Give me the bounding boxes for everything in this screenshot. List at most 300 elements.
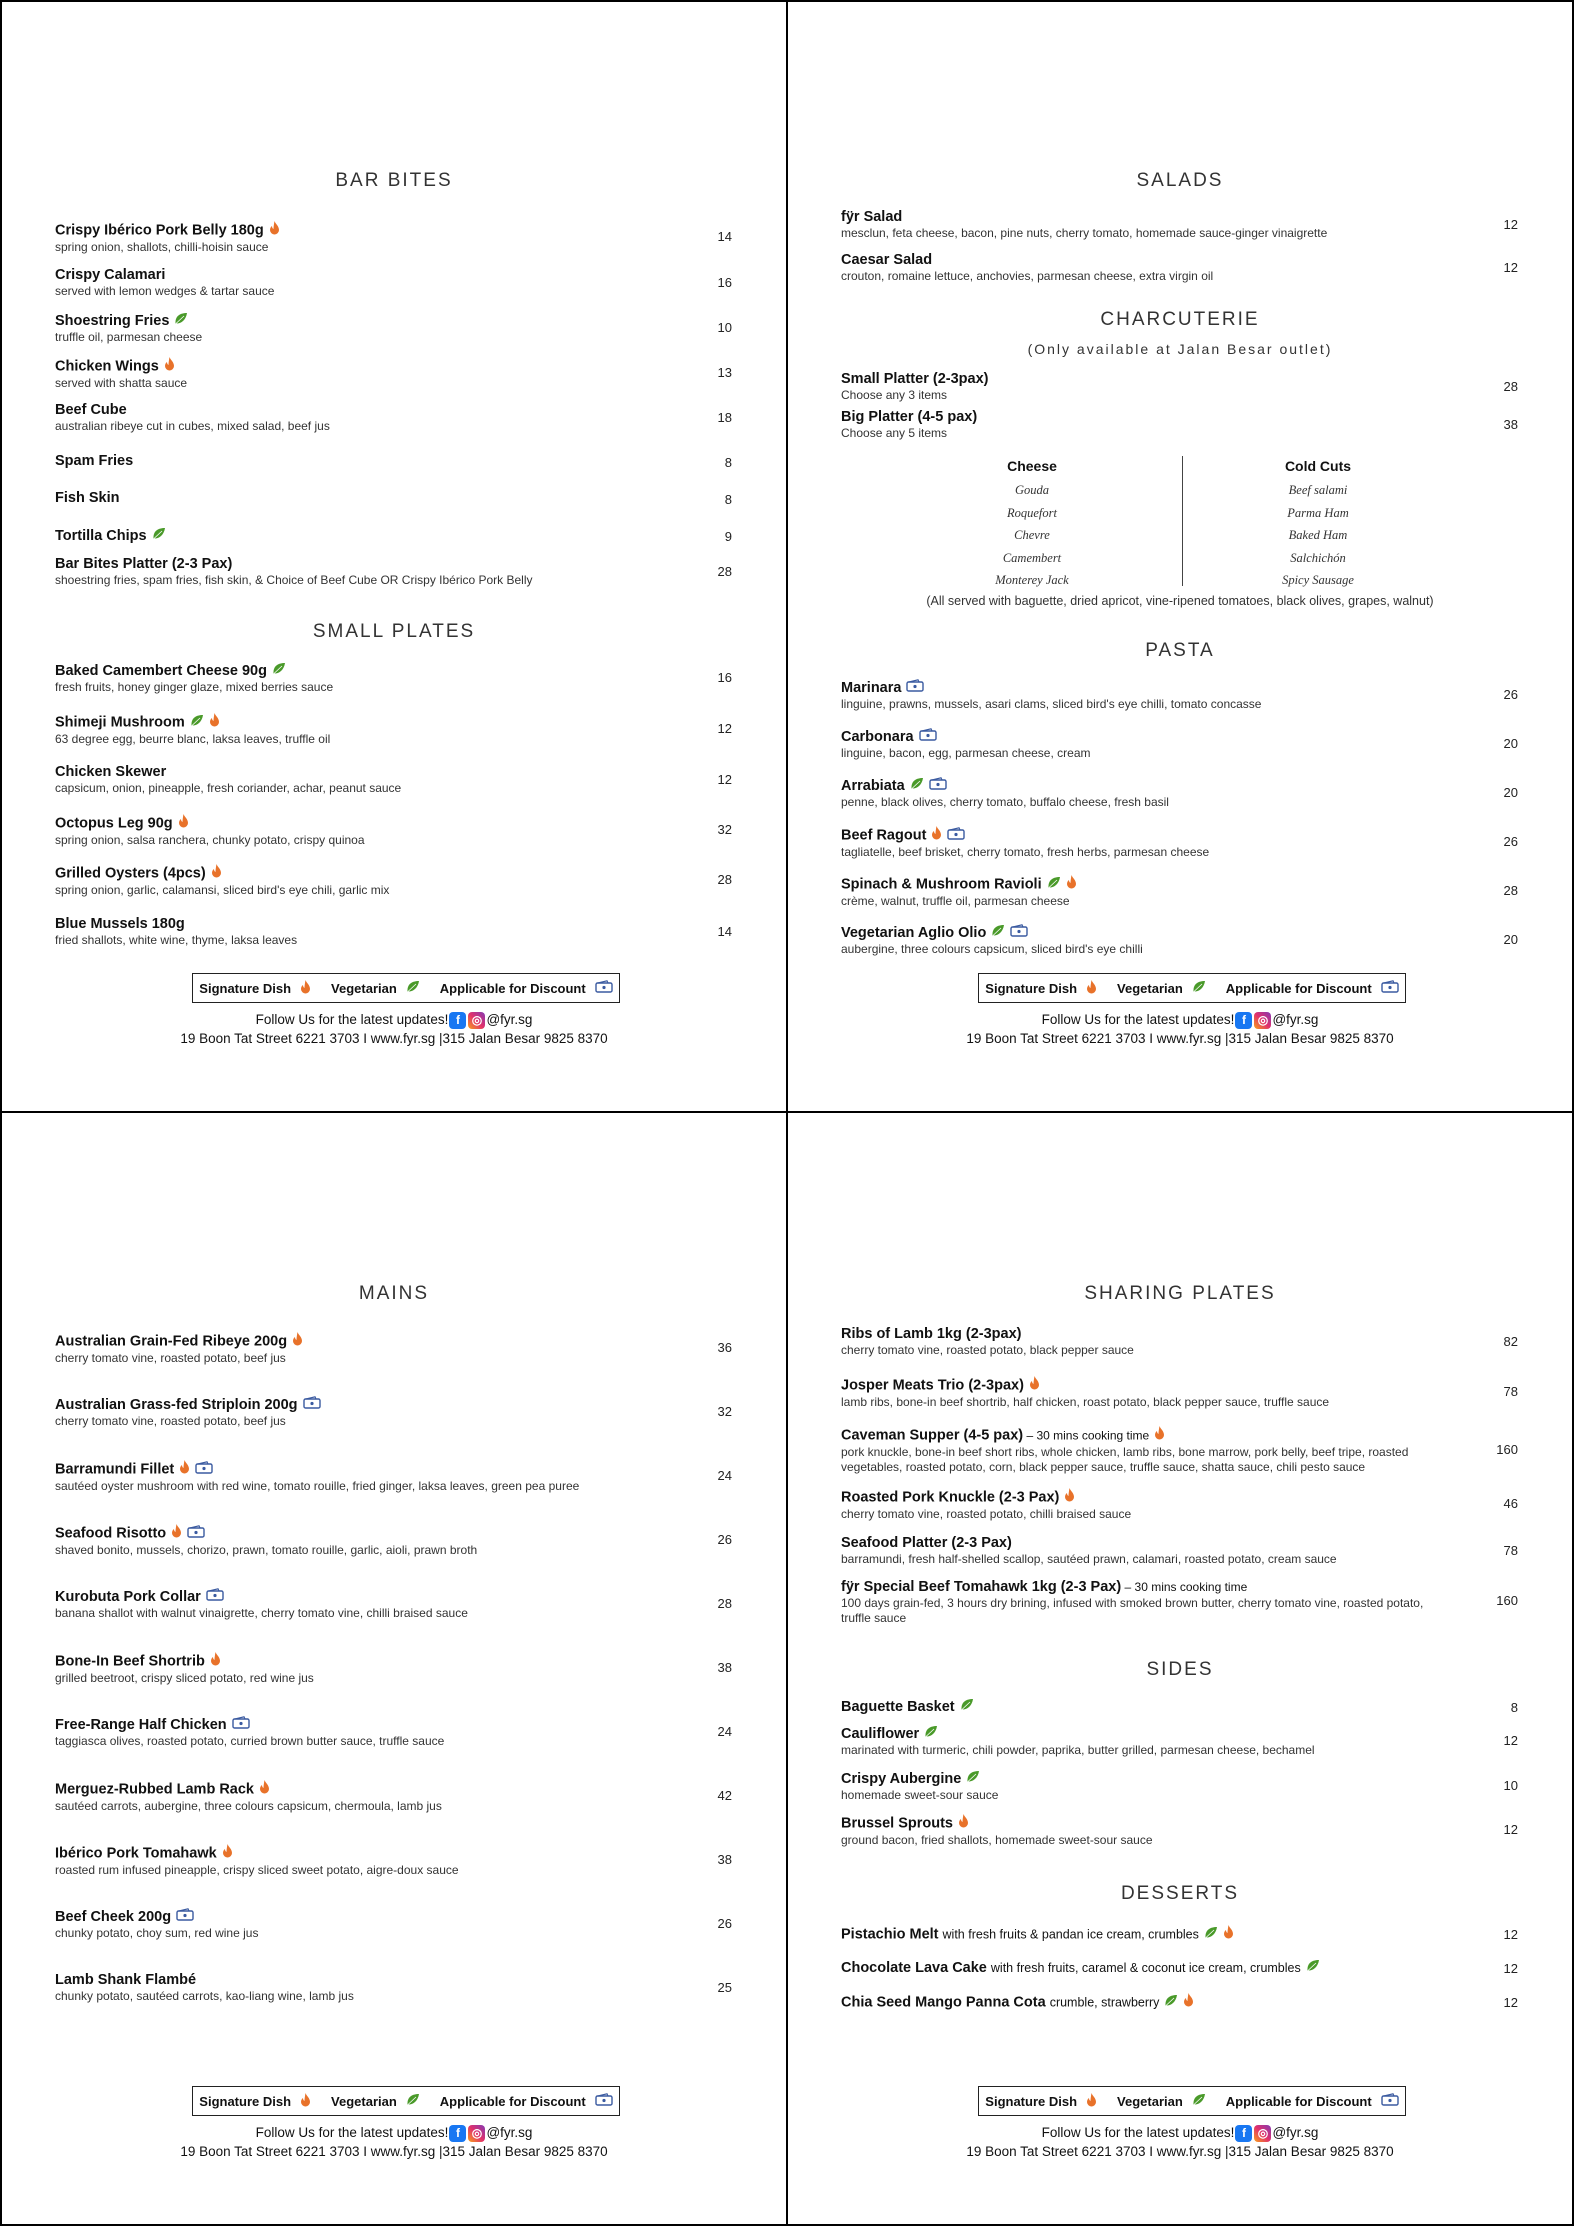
item-description: cherry tomato vine, roasted potato, chilli braised sauce [841,1507,1132,1521]
item-description: banana shallot with walnut vinaigrette, cherry tomato vine, chilli braised sauce [55,1606,468,1620]
item-name: Tortilla Chips [55,527,147,544]
section-title-desserts: DESSERTS [1120,1883,1240,1904]
fire-icon [300,2093,311,2110]
leaf-icon [174,312,188,330]
address-text: 19 Boon Tat Street 6221 3703 I www.fyr.sg |315 Jalan Besar 9825 8370 [180,1031,608,1046]
cold-cut-item: Beef salami [1288,483,1348,497]
discount-ticket-icon [919,728,937,746]
item-name: Pistachio Melt [841,1926,939,1943]
item-description: cherry tomato vine, roasted potato, beef jus [55,1351,286,1365]
menu-item [841,1993,1521,2012]
menu-item [841,1376,1521,1410]
item-price: 14 [717,924,732,939]
item-name: Seafood Risotto [55,1525,167,1542]
fire-icon [209,713,220,732]
section-title-charcuterie: CHARCUTERIE [1100,309,1260,330]
item-price: 38 [1503,417,1518,432]
menu-item [55,662,735,695]
item-name: Octopus Leg 90g [55,815,173,832]
menu-item [841,826,1521,860]
menu-item [841,1725,1521,1758]
menu-item [55,490,735,507]
menu-item [841,1770,1521,1803]
menu-item [841,1426,1521,1475]
address-line [2,1031,786,1046]
leaf-icon [1047,876,1061,894]
item-name: Caesar Salad [841,252,933,268]
item-name: Carbonara [841,728,914,745]
address-text: 19 Boon Tat Street 6221 3703 I www.fyr.sg |315 Jalan Besar 9825 8370 [966,2144,1394,2159]
fire-icon [1029,1376,1040,1395]
follow-text: Follow Us for the latest updates! [1041,2125,1235,2141]
legend-box [978,2086,1406,2116]
menu-item [841,1488,1521,1522]
menu-item [55,1972,735,2004]
item-description: homemade sweet-sour sauce [841,1788,999,1802]
menu-item [841,1814,1521,1848]
follow-line [788,2125,1572,2142]
item-price: 12 [1503,1961,1518,1976]
item-price: 10 [1503,1778,1518,1793]
item-name: Chicken Wings [55,358,159,375]
social-handle[interactable]: @fyr.sg [486,1012,533,1028]
item-description: spring onion, salsa ranchera, chunky potato, crispy quinoa [55,833,365,847]
item-description: penne, black olives, cherry tomato, buffalo cheese, fresh basil [841,795,1169,809]
item-description: spring onion, garlic, calamansi, sliced bird's eye chili, garlic mix [55,883,390,897]
leaf-icon [991,924,1005,942]
legend-discount: Applicable for Discount [439,2093,586,2109]
item-description: chunky potato, choy sum, red wine jus [55,1926,259,1940]
item-description: Choose any 3 items [841,388,948,402]
menu-item [55,357,735,391]
item-price: 38 [717,1852,732,1867]
leaf-icon [966,1770,980,1788]
item-price: 25 [717,1980,732,1995]
item-price: 12 [717,721,732,736]
item-price: 12 [1503,1995,1518,2010]
facebook-icon[interactable]: f [449,1012,466,1029]
menu-item [55,556,735,588]
item-price: 18 [717,410,732,425]
item-price: 24 [717,1724,732,1739]
item-description: lamb ribs, bone-in beef shortrib, half chicken, roast potato, black pepper sauce, truffle sauce [841,1395,1330,1409]
item-description: tagliatelle, beef brisket, cherry tomato, fresh herbs, parmesan cheese [841,845,1210,859]
item-inline-desc: with fresh fruits, caramel & coconut ice cream, crumbles [990,1960,1301,1975]
item-description: Choose any 5 items [841,426,948,440]
social-handle[interactable]: @fyr.sg [1272,1012,1319,1028]
discount-ticket-icon [595,2093,613,2109]
fire-icon [1183,1993,1194,2012]
legend-vegetarian: Vegetarian [1117,2093,1183,2109]
legend-vegetarian: Vegetarian [331,980,397,996]
item-description: aubergine, three colours capsicum, sliced bird's eye chilli [841,942,1143,956]
cheese-item: Gouda [1014,483,1050,497]
item-name: Roasted Pork Knuckle (2-3 Pax) [841,1489,1060,1506]
menu-item [55,713,735,747]
menu-item [55,764,735,796]
follow-text: Follow Us for the latest updates! [255,1012,449,1028]
item-description: linguine, bacon, egg, parmesan cheese, cream [841,746,1091,760]
item-price: 38 [717,1660,732,1675]
item-name: Shimeji Mushroom [55,714,185,731]
item-price: 20 [1503,785,1518,800]
address-text: 19 Boon Tat Street 6221 3703 I www.fyr.sg |315 Jalan Besar 9825 8370 [180,2144,608,2159]
fire-icon [171,1524,182,1543]
leaf-icon [1192,980,1206,996]
item-price: 160 [1496,1442,1518,1457]
fire-icon [222,1844,233,1863]
cheese-column [932,458,1132,592]
instagram-icon[interactable]: ◎ [1254,2125,1271,2142]
item-inline-desc: with fresh fruits & pandan ice cream, crumbles [942,1927,1199,1942]
instagram-icon[interactable]: ◎ [468,2125,485,2142]
menu-item [55,527,735,545]
item-price: 28 [717,1596,732,1611]
item-name: Chocolate Lava Cake [841,1959,987,1976]
follow-line [788,1012,1572,1029]
item-name: Bone-In Beef Shortrib [55,1653,205,1670]
section-title-pasta: PASTA [1145,640,1215,661]
item-price: 9 [724,529,732,544]
item-price: 12 [1503,260,1518,275]
legend-signature: Signature Dish [985,2093,1078,2109]
leaf-icon [1192,2093,1206,2109]
fire-icon [179,1460,190,1479]
follow-line [2,1012,786,1029]
legend-discount: Applicable for Discount [1225,980,1372,996]
item-description: capsicum, onion, pineapple, fresh coriander, achar, peanut sauce [55,781,402,795]
item-price: 26 [717,1916,732,1931]
menu-panel-salads [786,0,1574,1113]
item-name: Caveman Supper (4-5 pax) [841,1427,1024,1444]
item-name: Merguez-Rubbed Lamb Rack [55,1781,254,1798]
leaf-icon [1204,1926,1218,1944]
item-name: Ribs of Lamb 1kg (2-3pax) [841,1326,1022,1342]
item-description: barramundi, fresh half-shelled scallop, sautéed prawn, calamari, roasted potato, cream sauce [841,1552,1337,1566]
item-name: Cauliflower [841,1725,920,1742]
section-title-small-plates: SMALL PLATES [312,621,476,642]
item-description: shoestring fries, spam fries, fish skin, & Choice of Beef Cube OR Crispy Ibérico Pork Belly [55,573,533,587]
menu-item [841,409,1521,441]
cheese-heading: Cheese [1007,458,1057,474]
item-name: Spinach & Mushroom Ravioli [841,876,1042,893]
instagram-icon[interactable]: ◎ [468,1012,485,1029]
menu-item [55,1588,735,1621]
discount-ticket-icon [1010,924,1028,942]
cheese-item: Roquefort [1007,505,1057,520]
leaf-icon [1306,1959,1320,1977]
item-name: Chicken Skewer [55,764,167,780]
item-price: 20 [1503,932,1518,947]
item-name: Kurobuta Pork Collar [55,1588,201,1605]
menu-item [841,371,1521,403]
item-description: grilled beetroot, crispy sliced potato, red wine jus [55,1671,314,1685]
item-price: 12 [1503,217,1518,232]
item-price: 78 [1503,1543,1518,1558]
section-title-sides: SIDES [1146,1659,1214,1680]
menu-item [55,1396,735,1429]
item-name: Crispy Aubergine [841,1770,962,1787]
menu-item [55,1844,735,1878]
leaf-icon [152,527,166,545]
item-name: Arrabiata [841,777,905,794]
item-inline-desc: crumble, strawberry [1049,1995,1160,2010]
item-name: Beef Cheek 200g [55,1908,172,1925]
menu-item [55,1780,735,1814]
item-name: Ibérico Pork Tomahawk [55,1845,217,1862]
menu-item [841,777,1521,810]
item-price: 28 [1503,379,1518,394]
menu-item [841,728,1521,761]
menu-item [55,453,735,470]
cold-cut-item: Spicy Sausage [1282,573,1354,587]
charcuterie-subtitle: (Only available at Jalan Besar outlet) [1027,341,1333,357]
discount-ticket-icon [303,1396,321,1414]
item-price: 82 [1503,1334,1518,1349]
legend-box [978,973,1406,1003]
menu-item [841,1925,1521,1944]
leaf-icon [272,662,286,680]
discount-ticket-icon [1381,2093,1399,2109]
column-divider [1182,456,1183,586]
item-price: 10 [717,320,732,335]
facebook-icon[interactable]: f [449,2125,466,2142]
item-price: 8 [1510,1700,1518,1715]
item-description: served with shatta sauce [55,376,188,390]
menu-item [841,679,1521,712]
item-description: served with lemon wedges & tartar sauce [55,284,275,298]
item-name: Lamb Shank Flambé [55,1972,197,1988]
fire-icon [1086,2093,1097,2110]
item-name: Brussel Sprouts [841,1815,953,1832]
menu-item [841,252,1521,284]
menu-item [841,1579,1521,1626]
fire-icon [1154,1426,1165,1445]
section-title-sharing: SHARING PLATES [1084,1283,1276,1304]
item-description: fresh fruits, honey ginger glaze, mixed berries sauce [55,680,334,694]
menu-panel-sharing [786,1111,1574,2226]
item-name: Shoestring Fries [55,312,170,329]
section-title-bar-bites: BAR BITES [335,170,453,191]
cold-cut-item: Salchichón [1290,550,1346,565]
discount-ticket-icon [176,1908,194,1926]
item-name: Bar Bites Platter (2-3 Pax) [55,556,233,572]
item-price: 12 [1503,1927,1518,1942]
item-name: Beef Ragout [841,827,927,844]
discount-ticket-icon [1381,980,1399,996]
item-description: 63 degree egg, beurre blanc, laksa leaves, truffle oil [55,732,331,746]
item-price: 16 [717,670,732,685]
item-price: 16 [717,275,732,290]
menu-item [841,1698,1521,1716]
follow-text: Follow Us for the latest updates! [255,2125,449,2141]
menu-item [841,1959,1521,1977]
facebook-icon[interactable]: f [1235,1012,1252,1029]
fire-icon [1223,1925,1234,1944]
item-description: spring onion, shallots, chilli-hoisin sauce [55,240,269,254]
item-description: marinated with turmeric, chili powder, paprika, butter grilled, parmesan cheese, bechamel [841,1743,1315,1757]
fire-icon [300,980,311,997]
menu-item [55,814,735,848]
leaf-icon [406,2093,420,2109]
legend-box [192,2086,620,2116]
item-description: cherry tomato vine, roasted potato, beef jus [55,1414,286,1428]
item-name: Chia Seed Mango Panna Cota [841,1994,1046,2011]
item-name: Blue Mussels 180g [55,916,185,932]
menu-item [55,1460,735,1494]
item-description: chunky potato, sautéed carrots, kao-liang wine, lamb jus [55,1989,354,2003]
item-description: roasted rum infused pineapple, crispy sliced sweet potato, aigre-doux sauce [55,1863,459,1877]
menu-item [55,312,735,345]
menu-item [841,924,1521,957]
fire-icon [958,1814,969,1833]
menu-item [55,1908,735,1941]
menu-item [55,402,735,434]
item-description: fried shallots, white wine, thyme, laksa leaves [55,933,298,947]
item-name: Fish Skin [55,490,120,506]
item-price: 26 [717,1532,732,1547]
legend-box [192,973,620,1003]
item-name: Crispy Calamari [55,267,166,283]
cold-cut-item: Parma Ham [1287,505,1349,520]
fire-icon [178,814,189,833]
item-description: mesclun, feta cheese, bacon, pine nuts, cherry tomato, homemade sauce-ginger vinaigrette [841,226,1328,240]
follow-text: Follow Us for the latest updates! [1041,1012,1235,1028]
menu-panel-mains [0,1111,788,2226]
item-price: 14 [717,229,732,244]
item-price: 46 [1503,1496,1518,1511]
item-price: 28 [717,564,732,579]
legend-signature: Signature Dish [199,2093,292,2109]
item-price: 36 [717,1340,732,1355]
menu-item [841,875,1521,909]
item-price: 26 [1503,687,1518,702]
menu-item [55,1652,735,1686]
item-description: sautéed carrots, aubergine, three colours capsicum, chermoula, lamb jus [55,1799,442,1813]
discount-ticket-icon [187,1525,205,1543]
item-price: 32 [717,822,732,837]
item-description: sautéed oyster mushroom with red wine, tomato rouille, fried ginger, laksa leaves, green pea puree [55,1479,580,1493]
item-price: 8 [724,492,732,507]
section-title-mains: MAINS [358,1283,430,1304]
item-price: 78 [1503,1384,1518,1399]
address-line [788,2144,1572,2159]
item-description: australian ribeye cut in cubes, mixed salad, beef jus [55,419,330,433]
item-description: shaved bonito, mussels, chorizo, prawn, tomato rouille, garlic, aioli, prawn broth [55,1543,478,1557]
item-name: Seafood Platter (2-3 Pax) [841,1535,1012,1551]
leaf-icon [190,714,204,732]
discount-ticket-icon [195,1461,213,1479]
item-description: ground bacon, fried shallots, homemade sweet-sour sauce [841,1833,1153,1847]
item-price: 28 [717,872,732,887]
item-note: – 30 mins cooking time [1023,1428,1150,1443]
item-price: 28 [1503,883,1518,898]
item-name: Australian Grass-fed Striploin 200g [55,1396,298,1413]
section-title-salads: SALADS [1136,170,1224,191]
address-line [2,2144,786,2159]
fire-icon [269,221,280,240]
item-name: Crispy Ibérico Pork Belly 180g [55,222,264,239]
charcuterie-note: (All served with baguette, dried apricot, vine-ripened tomatoes, black olives, grapes, walnut) [926,594,1434,608]
discount-ticket-icon [206,1588,224,1606]
item-price: 13 [717,365,732,380]
leaf-icon [960,1698,974,1716]
item-price: 12 [1503,1822,1518,1837]
item-description: taggiasca olives, roasted potato, curried brown butter sauce, truffle sauce [55,1734,445,1748]
fire-icon [1086,980,1097,997]
fire-icon [292,1332,303,1351]
fire-icon [1064,1488,1075,1507]
menu-panel-bar-bites [0,0,788,1113]
instagram-icon[interactable]: ◎ [1254,1012,1271,1029]
item-name: Baked Camembert Cheese 90g [55,662,267,679]
discount-ticket-icon [232,1716,250,1734]
leaf-icon [910,777,924,795]
item-price: 12 [717,772,732,787]
item-description: crouton, romaine lettuce, anchovies, parmesan cheese, extra virgin oil [841,269,1214,283]
cold-cut-item: Baked Ham [1288,528,1348,542]
menu-item [841,1326,1521,1358]
item-name: Baguette Basket [841,1698,955,1715]
cold-cuts-column [1218,458,1418,592]
menu-item [55,916,735,948]
item-price: 42 [717,1788,732,1803]
item-price: 32 [717,1404,732,1419]
menu-item [55,1332,735,1366]
item-name: fÿr Salad [841,209,903,225]
discount-ticket-icon [906,679,924,697]
item-description: truffle oil, parmesan cheese [55,330,203,344]
legend-discount: Applicable for Discount [1225,2093,1372,2109]
item-name: fÿr Special Beef Tomahawk 1kg (2-3 Pax) [841,1579,1122,1595]
menu-item [841,1535,1521,1567]
facebook-icon[interactable]: f [1235,2125,1252,2142]
item-price: 24 [717,1468,732,1483]
item-description: crème, walnut, truffle oil, parmesan cheese [841,894,1070,908]
item-price: 20 [1503,736,1518,751]
fire-icon [211,864,222,883]
item-name: Australian Grain-Fed Ribeye 200g [55,1333,288,1350]
discount-ticket-icon [929,777,947,795]
discount-ticket-icon [595,980,613,996]
item-name: Josper Meats Trio (2-3pax) [841,1377,1024,1394]
social-handle[interactable]: @fyr.sg [486,2125,533,2141]
follow-line [2,2125,786,2142]
item-name: Spam Fries [55,453,134,469]
item-price: 12 [1503,1733,1518,1748]
social-handle[interactable]: @fyr.sg [1272,2125,1319,2141]
item-name: Vegetarian Aglio Olio [841,924,987,941]
item-name: Free-Range Half Chicken [55,1716,227,1733]
item-price: 160 [1496,1593,1518,1608]
legend-vegetarian: Vegetarian [331,2093,397,2109]
address-line [788,1031,1572,1046]
item-description: cherry tomato vine, roasted potato, black pepper sauce [841,1343,1134,1357]
legend-vegetarian: Vegetarian [1117,980,1183,996]
item-price: 8 [724,455,732,470]
menu-item [55,221,735,255]
item-name: Big Platter (4-5 pax) [841,409,978,425]
fire-icon [259,1780,270,1799]
item-description: 100 days grain-fed, 3 hours dry brining, infused with smoked brown butter, cherry tomato vine, roasted potato, truffle sauce [841,1596,1424,1625]
cheese-item: Chevre [1014,528,1050,542]
cold-cuts-heading: Cold Cuts [1284,458,1352,474]
legend-signature: Signature Dish [199,980,292,996]
menu-item [55,864,735,898]
fire-icon [164,357,175,376]
menu-item [55,267,735,299]
item-note: – 30 mins cooking time [1121,1580,1248,1594]
